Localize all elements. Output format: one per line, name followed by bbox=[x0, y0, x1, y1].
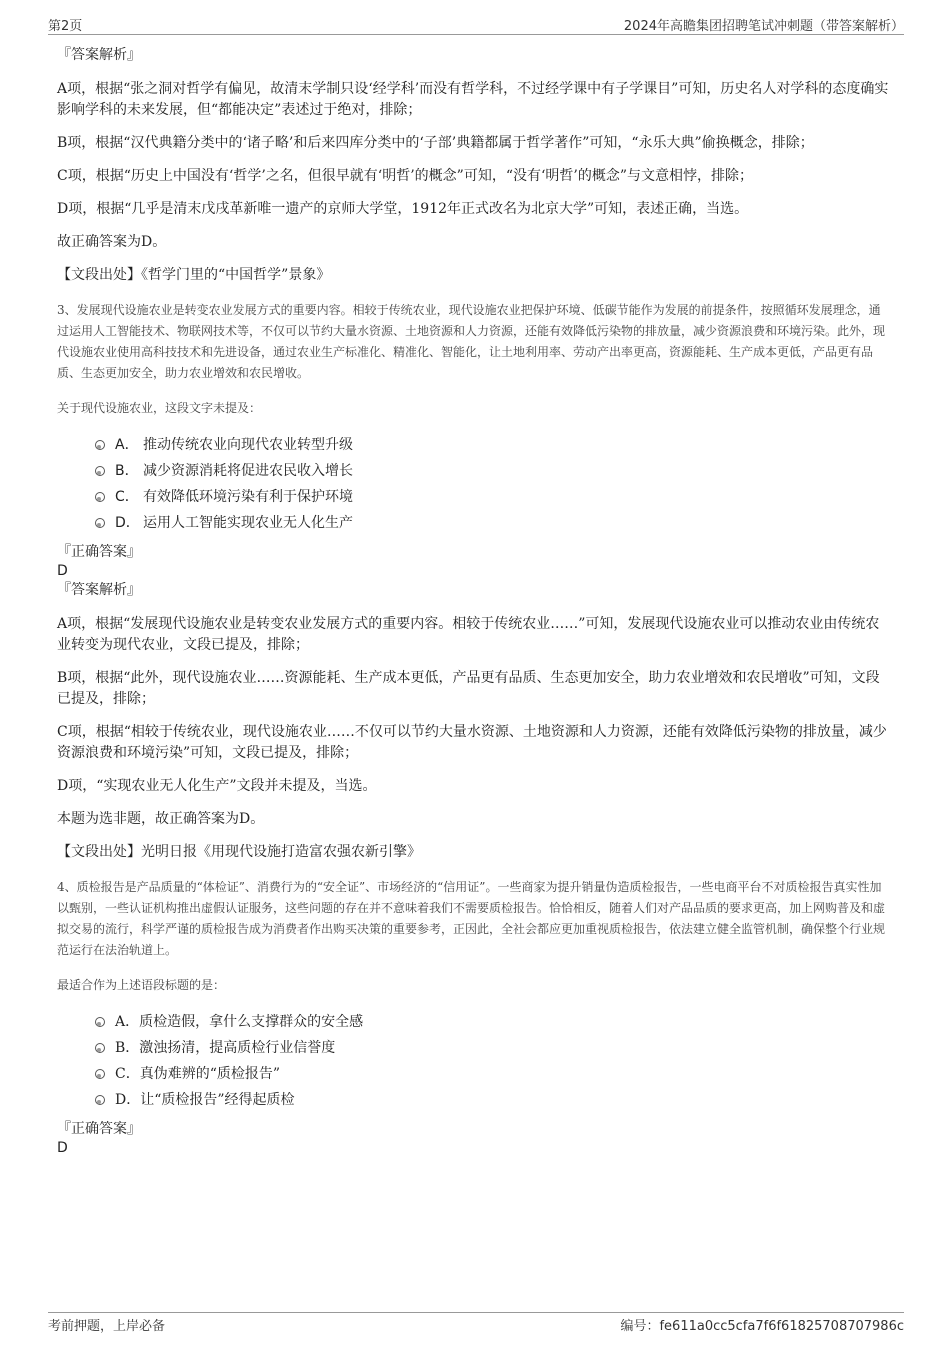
source: 【文段出处】《哲学门里的“中国哲学”景象》 bbox=[57, 267, 331, 283]
question-3-text: 3、发展现代设施农业是转变农业发展方式的重要内容。相较于传统农业，现代设施农业把保护环境、低碳节能作为发展的前提条件，按照循环发展理念，通过运用人工智能技术、物联网技术等，不仅可以节约大量水资源、土地资源和人力资源，还能有效降低污染物的排放量，减少资源浪费和环境污染。此外，现代设施农业使用高科技技术和先进设备，通过农业生产标准化、精准化、智能化，让土地利用率、劳动产出率更高，资源能耗、生产成本更低，产品更有品质、生态更加安全，助力农业增效和农民增收。 bbox=[57, 303, 886, 380]
question-4-text: 4、质检报告是产品质量的“体检证”、消费行为的“安全证”、市场经济的“信用证”。一些商家为提升销量伪造质检报告，一些电商平台不对质检报告真实性加以甄别，一些认证机构推出虚假认证服务，这些问题的存在并不意味着我们不需要质检报告。恰恰相反，随着人们对产品品质的要求更高，加上网购普及和虚拟交易的流行，科学严谨的质检报告成为消费者作出购买决策的重要参考，正因此，全社会都应更加重视质检报告，依法建立健全监管机制，确保整个行业规范运行在法治轨道上。 bbox=[57, 880, 886, 957]
option-d[interactable]: D．让“质检报告”经得起质检 bbox=[95, 1087, 892, 1113]
analysis-label: 『答案解析』 bbox=[57, 47, 141, 63]
footer-slogan: 考前押题，上岸必备 bbox=[48, 1319, 166, 1334]
page-number: 第2页 bbox=[48, 19, 83, 34]
radio-icon[interactable] bbox=[95, 1069, 105, 1079]
document-body bbox=[57, 45, 892, 1157]
correct-answer-label: 『正确答案』 bbox=[57, 544, 141, 560]
source: 【文段出处】光明日报《用现代设施打造富农强农新引擎》 bbox=[57, 844, 421, 860]
page-header bbox=[48, 12, 904, 35]
question-3-prompt: 关于现代设施农业，这段文字未提及： bbox=[57, 401, 262, 415]
page-footer bbox=[48, 1312, 904, 1333]
question-4-options bbox=[95, 1009, 892, 1113]
option-d[interactable]: D． 运用人工智能实现农业无人化生产 bbox=[95, 510, 892, 536]
analysis-option-c: C项，根据“历史上中国没有‘哲学’之名，但很早就有‘明哲’的概念”可知，“没有‘明哲’的概念”与文意相悖，排除； bbox=[57, 168, 754, 184]
option-a[interactable]: A． 推动传统农业向现代农业转型升级 bbox=[95, 432, 892, 458]
option-b[interactable]: B．激浊扬清，提高质检行业信誉度 bbox=[95, 1035, 892, 1061]
option-c[interactable]: C．真伪难辨的“质检报告” bbox=[95, 1061, 892, 1087]
option-b[interactable]: B． 减少资源消耗将促进农民收入增长 bbox=[95, 458, 892, 484]
document-id: 编号：fe611a0cc5cfa7f6f61825708707986c bbox=[620, 1319, 904, 1334]
analysis-option-a: A项，根据“发展现代设施农业是转变农业发展方式的重要内容。相较于传统农业……”可知，发展现代设施农业可以推动农业由传统农业转变为现代农业，文段已提及，排除； bbox=[57, 616, 880, 653]
document-title: 2024年高瞻集团招聘笔试冲刺题（带答案解析） bbox=[623, 19, 904, 34]
radio-icon[interactable] bbox=[95, 1043, 105, 1053]
analysis-option-b: B项，根据“此外，现代设施农业……资源能耗、生产成本更低，产品更有品质、生态更加安全，助力农业增效和农民增收”可知，文段已提及，排除； bbox=[57, 670, 880, 707]
analysis-option-d: D项，“实现农业无人化生产”文段并未提及，当选。 bbox=[57, 778, 377, 794]
radio-icon[interactable] bbox=[95, 1017, 105, 1027]
option-c[interactable]: C． 有效降低环境污染有利于保护环境 bbox=[95, 484, 892, 510]
conclusion: 故正确答案为D。 bbox=[57, 234, 167, 250]
analysis-label: 『答案解析』 bbox=[57, 582, 141, 598]
radio-icon[interactable] bbox=[95, 492, 105, 502]
question-4-prompt: 最适合作为上述语段标题的是： bbox=[57, 978, 226, 992]
analysis-option-b: B项，根据“汉代典籍分类中的‘诸子略’和后来四库分类中的‘子部’典籍都属于哲学著作”可知，“永乐大典”偷换概念，排除； bbox=[57, 135, 814, 151]
radio-icon[interactable] bbox=[95, 518, 105, 528]
radio-icon[interactable] bbox=[95, 440, 105, 450]
correct-answer: D bbox=[57, 563, 68, 579]
correct-answer-label: 『正确答案』 bbox=[57, 1121, 141, 1137]
analysis-option-c: C项，根据“相较于传统农业，现代设施农业……不仅可以节约大量水资源、土地资源和人力资源，还能有效降低污染物的排放量，减少资源浪费和环境污染”可知，文段已提及，排除； bbox=[57, 724, 887, 761]
analysis-option-d: D项，根据“几乎是清末戊戌革新唯一遗产的京师大学堂，1912年正式改名为北京大学”可知，表述正确，当选。 bbox=[57, 201, 749, 217]
conclusion: 本题为选非题，故正确答案为D。 bbox=[57, 811, 265, 827]
analysis-option-a: A项，根据“张之洞对哲学有偏见，故清末学制只设‘经学科’而没有哲学科，不过经学课中有子学课目”可知，历史名人对学科的态度确实影响学科的未来发展，但“都能决定”表述过于绝对，排除； bbox=[57, 81, 889, 118]
correct-answer: D bbox=[57, 1140, 68, 1156]
radio-icon[interactable] bbox=[95, 466, 105, 476]
question-3-options bbox=[95, 432, 892, 536]
radio-icon[interactable] bbox=[95, 1095, 105, 1105]
option-a[interactable]: A．质检造假，拿什么支撑群众的安全感 bbox=[95, 1009, 892, 1035]
